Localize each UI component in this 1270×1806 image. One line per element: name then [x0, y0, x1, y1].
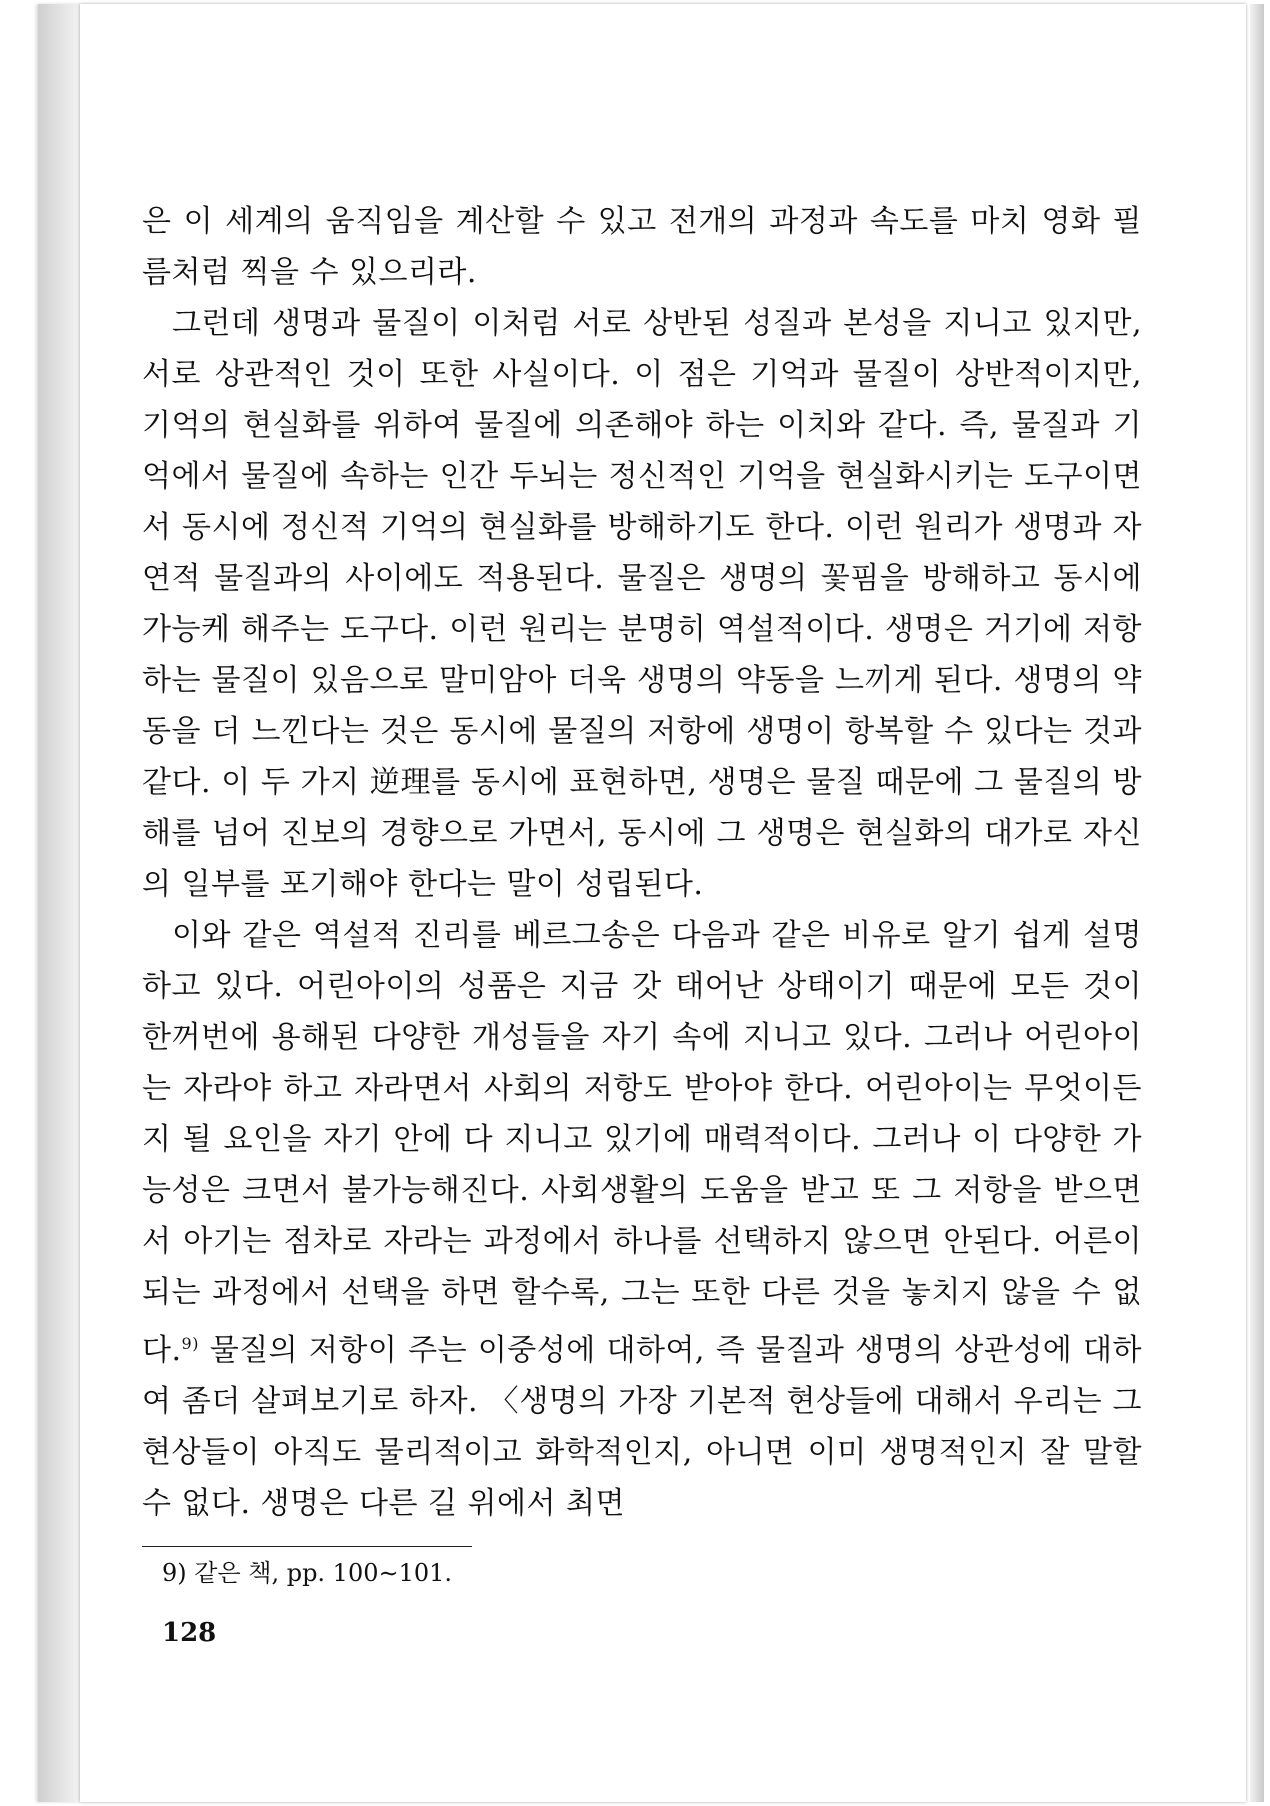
page-number: 128	[162, 1618, 217, 1648]
footnote-divider	[142, 1546, 472, 1547]
body-text	[142, 196, 1142, 1529]
page-stack-edge-right	[1250, 4, 1264, 1802]
paragraph-2: 그런데 생명과 물질이 이처럼 서로 상반된 성질과 본성을 지니고 있지만, 서로 상관적인 것이 또한 사실이다. 이 점은 기억과 물질이 상반적이지만, 기억의 현실화를 위하여 물질에 의존해야 하는 이치와 같다. 즉, 물질과 기억에서 물질에 속하는 인간 두뇌는 정신적인 기억을 현실화시키는 도구이면서 동시에 정신적 기억의 현실화를 방해하기도 한다. 이런 원리가 생명과 자연적 물질과의 사이에도 적용된다. 물질은 생명의 꽃핌을 방해하고 동시에 가능케 해주는 도구다. 이런 원리는 분명히 역설적이다. 생명은 거기에 저항하는 물질이 있음으로 말미암아 더욱 생명의 약동을 느끼게 된다. 생명의 약동을 더 느낀다는 것은 동시에 물질의 저항에 생명이 항복할 수 있다는 것과 같다. 이 두 가지 逆理를 동시에 표현하면, 생명은 물질 때문에 그 물질의 방해를 넘어 진보의 경향으로 가면서, 동시에 그 생명은 현실화의 대가로 자신의 일부를 포기해야 한다는 말이 성립된다.	[142, 306, 1142, 902]
footnote: 9) 같은 책, pp. 100∼101.	[162, 1559, 453, 1587]
paragraph-3-text: 이와 같은 역설적 진리를 베르그송은 다음과 같은 비유로 알기 쉽게 설명하고 있다. 어린아이의 성품은 지금 갓 태어난 상태이기 때문에 모든 것이 한꺼번에 용해된 다양한 개성들을 자기 속에 지니고 있다. 그러나 어린아이는 자라야 하고 자라면서 사회의 저항도 받아야 한다. 어린아이는 무엇이든지 될 요인을 자기 안에 다 지니고 있기에 매력적이다. 그러나 이 다양한 가능성은 크면서 불가능해진다. 사회생활의 도움을 받고 또 그 저항을 받으면서 아기는 점차로 자라는 과정에서 하나를 선택하지 않으면 안된다. 어른이 되는 과정에서 선택을 하면 할수록, 그는 또한 다른 것을 놓치지 않을 수 없다.	[142, 918, 1142, 1368]
paragraph-3	[142, 910, 1142, 1529]
paragraph-1: 은 이 세계의 움직임을 계산할 수 있고 전개의 과정과 속도를 마치 영화 필름처럼 찍을 수 있으리라.	[142, 204, 1142, 290]
footnote-reference: 9)	[181, 1334, 199, 1353]
page-stack-edge-left	[38, 4, 82, 1802]
paragraph-3-continued: 물질의 저항이 주는 이중성에 대하여, 즉 물질과 생명의 상관성에 대하여 좀더 살펴보기로 하자. 〈생명의 가장 기본적 현상들에 대해서 우리는 그 현상들이 아직도 물리적이고 화학적인지, 아니면 이미 생명적인지 잘 말할 수 없다. 생명은 다른 길 위에서 최면	[142, 1333, 1142, 1521]
